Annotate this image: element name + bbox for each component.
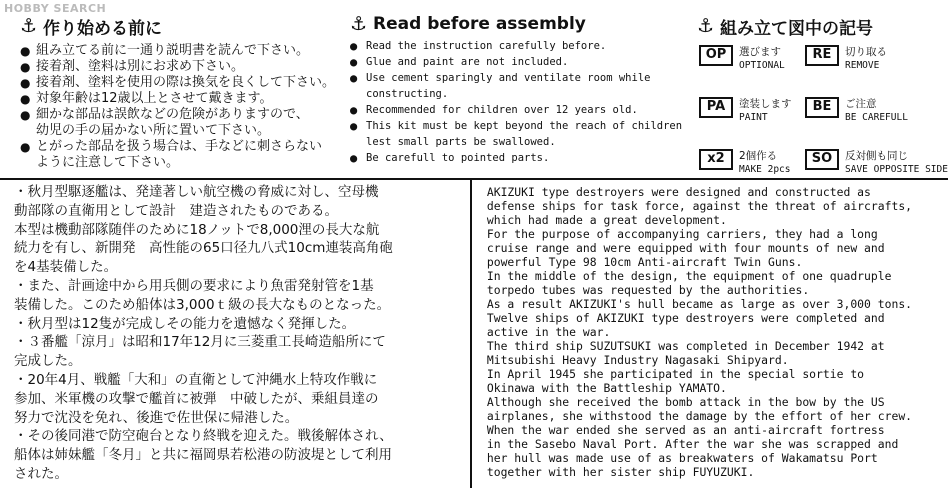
en-note-item: ● Glue and paint are not included. (350, 54, 690, 70)
legend-header (697, 14, 942, 39)
en-notes-title: Read before assembly (373, 14, 586, 34)
symbol-box: OP (699, 45, 733, 66)
legend-grid (697, 39, 948, 179)
symbol-box: x2 (699, 149, 733, 170)
watermark: HOBBY SEARCH (4, 2, 107, 15)
jp-note-item: ● 接着剤、塗料は別にお求め下さい。 (20, 59, 345, 75)
en-note-item: ● Be carefull to pointed parts. (350, 150, 690, 166)
symbol-en-label: REMOVE (845, 60, 880, 71)
symbol-jp-label: ご注意 (845, 98, 877, 110)
jp-notes-title: 作り始める前に (43, 19, 163, 39)
symbol-en-label: OPTIONAL (739, 60, 785, 71)
symbol-legend (697, 14, 948, 179)
legend-symbol-make-2 (699, 149, 790, 177)
legend-symbol-remove (805, 45, 887, 73)
legend-symbol-opposite-side (805, 149, 948, 177)
symbol-en-label: SAVE OPPOSITE SIDE (845, 164, 948, 175)
jp-note-item: ● 細かな部品は誤飲などの危険がありますので、 幼児の手の届かない所に置いて下さい。 (20, 107, 345, 139)
legend-symbol-optional (699, 45, 785, 73)
jp-notes-list (20, 43, 345, 171)
jp-notes-header (20, 14, 345, 39)
symbol-en-label: BE CAREFULL (845, 112, 908, 123)
anchor-icon: ⚓ (697, 15, 715, 37)
symbol-box: RE (805, 45, 839, 66)
symbol-box: SO (805, 149, 839, 170)
symbol-en-label: MAKE 2pcs (739, 164, 791, 175)
symbol-jp-label: 反対側も同じ (845, 150, 908, 162)
symbol-en-label: PAINT (739, 112, 768, 123)
legend-title: 組み立て図中の記号 (720, 19, 874, 39)
symbol-box: PA (699, 97, 733, 118)
anchor-icon: ⚓ (350, 12, 368, 35)
symbol-box: BE (805, 97, 839, 118)
legend-symbol-paint (699, 97, 792, 125)
horizontal-divider (0, 178, 948, 180)
symbol-jp-label: 2個作る (739, 150, 778, 162)
jp-note-item: ● とがった部品を扱う場合は、手などに刺さらない ように注意して下さい。 (20, 139, 345, 171)
history-text-en: AKIZUKI type destroyers were designed and constructed as defense ships for task force, against the threat of aircrafts, which had made a great development. For the purpose of accompanying carriers, they had a long cruise range and were equipped with four mounts of new and powerful Type 98 10cm Anti-aircraft Twin Guns. In the middle of the design, the equipment of one quadruple torpedo tubes was requested by the authorities. As a result AKIZUKI's hull became as large as over 3,000 tons. Twelve ships of AKIZUKI type destroyers were completed and active in the war. The third ship SUZUTSUKI was completed in December 1942 at Mitsubishi Heavy Industry Nagasaki Shipyard. In April 1945 she participated in the special sortie to Okinawa with the Battleship YAMATO. Although she received the bomb attack in the bow by the US airplanes, she withstood the damage by the effort of her crew. When the war ended she served as an anti-aircraft fortress in the Sasebo Naval Port. After the war she was scrapped and her hull was made use of as breakwaters of Wakamatsu Port together with her sister ship FUYUZUKI. (486, 185, 913, 479)
en-notes-section (350, 14, 690, 166)
history-text-jp: ・秋月型駆逐艦は、発達著しい航空機の脅威に対し、空母機 動部隊の直衛用として設計 建造されたものである。 本型は機動部隊随伴のために18ノットで8,000浬の長大な航 続力を有し、新開発 高性能の65口径九八式10cm連装高角砲 を4基装備した。 ・また、計画途中から用兵側の要求により魚雷発射管を1基 装備した。このため船体は3,000ｔ級の長大なものとなった。 ・秋月型は12隻が完成しその能力を遺憾なく発揮した。 ・３番艦「涼月」は昭和17年12月に三菱重工長崎造船所にて 完成した。 ・20年4月、戦艦「大和」の直衛として沖縄水上特攻作戦に 参加、米軍機の攻撃で艦首に被弾 中破したが、乗組員達の 努力で沈没を免れ、後進で佐世保に帰港した。 ・その後同港で防空砲台となり終戦を迎えた。戦後解体され、 船体は姉妹艦「冬月」と共に福岡県若松港の防波堤として利用 された。 (14, 184, 393, 482)
jp-note-item: ● 対象年齢は12歳以上とさせて戴きます。 (20, 91, 345, 107)
en-note-item: ● Use cement sparingly and ventilate room while constructing. (350, 70, 690, 102)
symbol-jp-label: 選びます (739, 46, 781, 58)
vertical-divider (470, 178, 472, 488)
jp-notes-section (20, 14, 345, 171)
legend-symbol-be-careful (805, 97, 908, 125)
en-notes-header (350, 14, 690, 34)
jp-note-item: ● 組み立てる前に一通り説明書を読んで下さい。 (20, 43, 345, 59)
en-notes-list (350, 38, 690, 166)
anchor-icon: ⚓ (20, 15, 38, 37)
symbol-jp-label: 切り取る (845, 46, 887, 58)
symbol-jp-label: 塗装します (739, 98, 792, 110)
jp-note-item: ● 接着剤、塗料を使用の際は換気を良くして下さい。 (20, 75, 345, 91)
en-note-item: ● This kit must be kept beyond the reach of children lest small parts be swallowed. (350, 118, 690, 150)
en-note-item: ● Recommended for children over 12 years old. (350, 102, 690, 118)
en-note-item: ● Read the instruction carefully before. (350, 38, 690, 54)
